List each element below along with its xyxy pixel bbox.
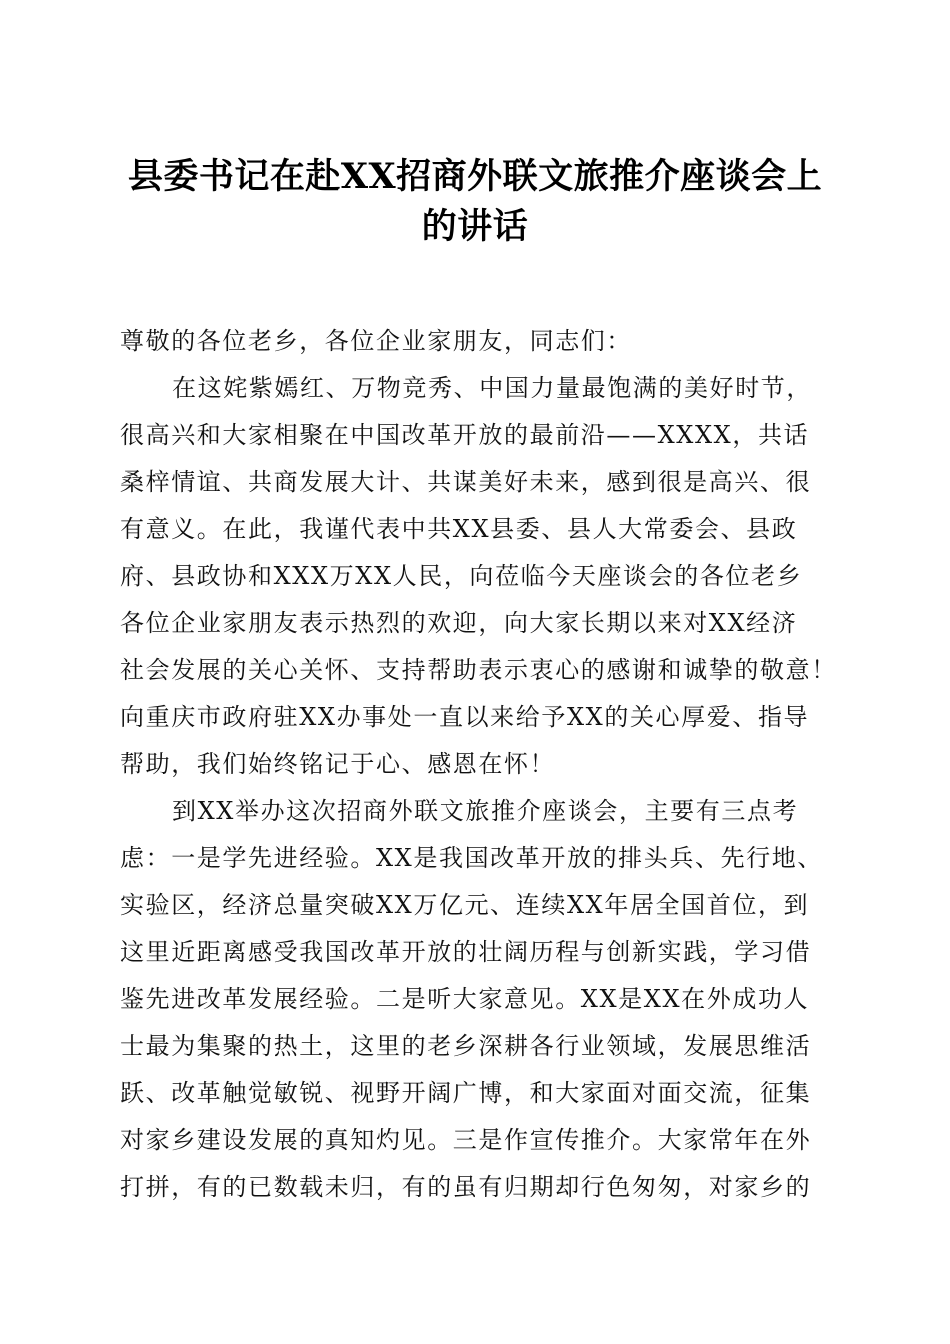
paragraph-1-line-9: 帮助，我们始终铭记于心、感恩在怀！ [120,750,556,778]
paragraph-2-line-2: 虑：一是学先进经验。XX是我国改革开放的排头兵、先行地、 [120,844,823,872]
paragraph-1-line-7: 社会发展的关心关怀、支持帮助表示衷心的感谢和诚挚的敬意！ [120,656,837,684]
paragraph-2-line-3: 实验区，经济总量突破XX万亿元、连续XX年居全国首位，到 [120,891,810,919]
paragraph-1-line-5: 府、县政协和XXX万XX人民，向莅临今天座谈会的各位老乡 [120,562,803,590]
paragraph-2-line-4: 这里近距离感受我国改革开放的壮阔历程与创新实践，学习借 [120,938,812,966]
document-body [120,318,837,1211]
paragraph-1-line-2: 很高兴和大家相聚在中国改革开放的最前沿——XXXX，共话 [120,421,810,449]
paragraph-1-line-3: 桑梓情谊、共商发展大计、共谋美好未来，感到很是高兴、很 [120,468,812,496]
paragraph-1-line-1: 在这姹紫嫣红、万物竞秀、中国力量最饱满的美好时节， [172,374,812,402]
paragraph-2-line-6: 士最为集聚的热土，这里的老乡深耕各行业领域，发展思维活 [120,1032,812,1060]
paragraph-2-line-7: 跃、改革触觉敏锐、视野开阔广博，和大家面对面交流，征集 [120,1079,812,1107]
paragraph-2-line-9: 打拼，有的已数载未归，有的虽有归期却行色匆匆，对家乡的 [120,1173,812,1201]
paragraph-1-line-8: 向重庆市政府驻XX办事处一直以来给予XX的关心厚爱、指导 [120,703,810,731]
title-line-1: 县委书记在赴XX招商外联文旅推介座谈会上 [127,156,823,197]
title-line-2: 的讲话 [421,206,529,247]
paragraph-1-line-6: 各位企业家朋友表示热烈的欢迎，向大家长期以来对XX经济 [120,609,798,637]
paragraph-1-line-4: 有意义。在此，我谨代表中共XX县委、县人大常委会、县政 [120,515,798,543]
document-title [110,152,840,252]
paragraph-2-line-1: 到XX举办这次招商外联文旅推介座谈会，主要有三点考 [172,797,799,825]
paragraph-2-line-8: 对家乡建设发展的真知灼见。三是作宣传推介。大家常年在外 [120,1126,812,1154]
paragraph-2-line-5: 鉴先进改革发展经验。二是听大家意见。XX是XX在外成功人 [120,985,810,1013]
salutation-line: 尊敬的各位老乡，各位企业家朋友，同志们： [120,327,632,355]
